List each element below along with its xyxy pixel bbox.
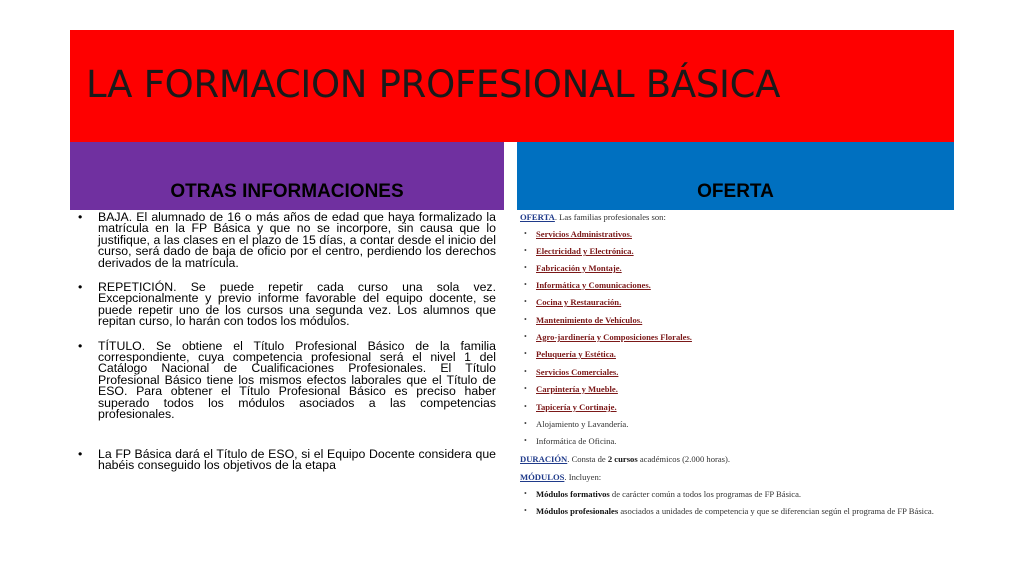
page-title: LA FORMACION PROFESIONAL BÁSICA	[86, 63, 781, 106]
modulos-line	[520, 472, 601, 482]
family-item: Servicios Comerciales.	[536, 367, 619, 377]
family-item: Fabricación y Montaje.	[536, 263, 622, 273]
list-item-baja	[76, 212, 496, 269]
oferta-intro	[520, 212, 666, 222]
left-column-header	[70, 142, 504, 210]
right-column-header	[517, 142, 954, 210]
bullet-icon: •	[524, 506, 527, 515]
family-item: Informática de Oficina.	[536, 436, 617, 446]
family-item: Mantenimiento de Vehículos.	[536, 315, 643, 325]
oferta-keyword: OFERTA	[520, 212, 555, 222]
bullet-icon: •	[524, 384, 527, 393]
bullet-icon: •	[524, 419, 527, 428]
duracion-text-a: . Consta de	[567, 454, 608, 464]
oferta-intro-text: . Las familias profesionales son:	[554, 212, 666, 222]
module-item	[536, 489, 801, 499]
otras-informaciones-list	[76, 210, 496, 471]
bullet-icon: •	[524, 332, 527, 341]
duracion-text-c: académicos (2.000 horas).	[637, 454, 731, 464]
bullet-icon: •	[78, 338, 83, 353]
family-item: Alojamiento y Lavandería.	[536, 419, 629, 429]
family-item: Informática y Comunicaciones.	[536, 280, 651, 290]
family-item: Tapicería y Cortinaje.	[536, 402, 617, 412]
list-item-repeticion	[76, 282, 496, 328]
duracion-keyword: DURACIÓN	[520, 454, 568, 464]
duracion-line	[520, 454, 730, 464]
bullet-icon: •	[524, 402, 527, 411]
family-item: Carpintería y Mueble.	[536, 384, 618, 394]
bullet-text: TÍTULO. Se obtiene el Título Profesional Básico de la familia correspondiente, cuya competencia profesional será el nivel 1 del Catálogo Nacional de Cualificaciones Profesionales. El Título Profesional Básico tiene los mismos efectos laborales que el Título de ESO. Para obtener el Título Profesional Básico es preciso haber superado todos los módulos asociados a las competencias profesionales.	[98, 338, 496, 422]
module-rest: de carácter común a todos los programas de FP Básica.	[609, 489, 802, 499]
family-item: Agro-jardinería y Composiciones Florales.	[536, 332, 692, 342]
modulos-text: . Incluyen:	[564, 472, 602, 482]
module-bold: Módulos formativos	[536, 489, 610, 499]
bullet-icon: •	[524, 229, 527, 238]
module-rest: asociados a unidades de competencia y que se diferencian según el programa de FP Básica.	[618, 506, 934, 516]
bullet-icon: •	[78, 280, 83, 295]
bullet-icon: •	[524, 436, 527, 445]
bullet-icon: •	[524, 297, 527, 306]
bullet-icon: •	[78, 210, 83, 224]
bullet-icon: •	[524, 246, 527, 255]
module-bold: Módulos profesionales	[536, 506, 619, 516]
bullet-text: BAJA. El alumnado de 16 o más años de edad que haya formalizado la matrícula en la FP Básica y que no se incorpore, sin causa que lo justifique, a las clases en el plazo de 15 días, a contar desde el inicio del curso, será dado de baja de oficio por el centro, perdiendo los derechos derivados de la matrícula.	[98, 210, 496, 270]
right-header-label: OFERTA	[697, 181, 774, 202]
bullet-icon: •	[524, 367, 527, 376]
bullet-icon: •	[78, 446, 83, 461]
bullet-icon: •	[524, 489, 527, 498]
family-item: Cocina y Restauración.	[536, 297, 622, 307]
family-item: Peluquería y Estética.	[536, 349, 616, 359]
list-item-titulo	[76, 338, 496, 422]
duracion-cursos: 2 cursos	[607, 454, 638, 464]
list-item-fp-basica	[76, 446, 496, 472]
family-item: Electricidad y Electrónica.	[536, 246, 634, 256]
modulos-keyword: MÓDULOS	[520, 472, 565, 482]
bullet-icon: •	[524, 349, 527, 358]
bullet-icon: •	[524, 263, 527, 272]
bullet-text: La FP Básica dará el Título de ESO, si el Equipo Docente considera que habéis conseguido los objetivos de la etapa	[98, 446, 496, 472]
bullet-icon: •	[524, 315, 527, 324]
bullet-text: REPETICIÓN. Se puede repetir cada curso una sola vez. Excepcionalmente y previo informe favorable del equipo docente, se puede repetir uno de los cursos una segunda vez. Los alumnos que repitan curso, lo harán con todos los módulos.	[98, 280, 496, 329]
left-header-label: OTRAS INFORMACIONES	[170, 181, 404, 202]
family-item: Servicios Administrativos.	[536, 229, 632, 239]
bullet-icon: •	[524, 280, 527, 289]
module-item	[536, 506, 934, 516]
